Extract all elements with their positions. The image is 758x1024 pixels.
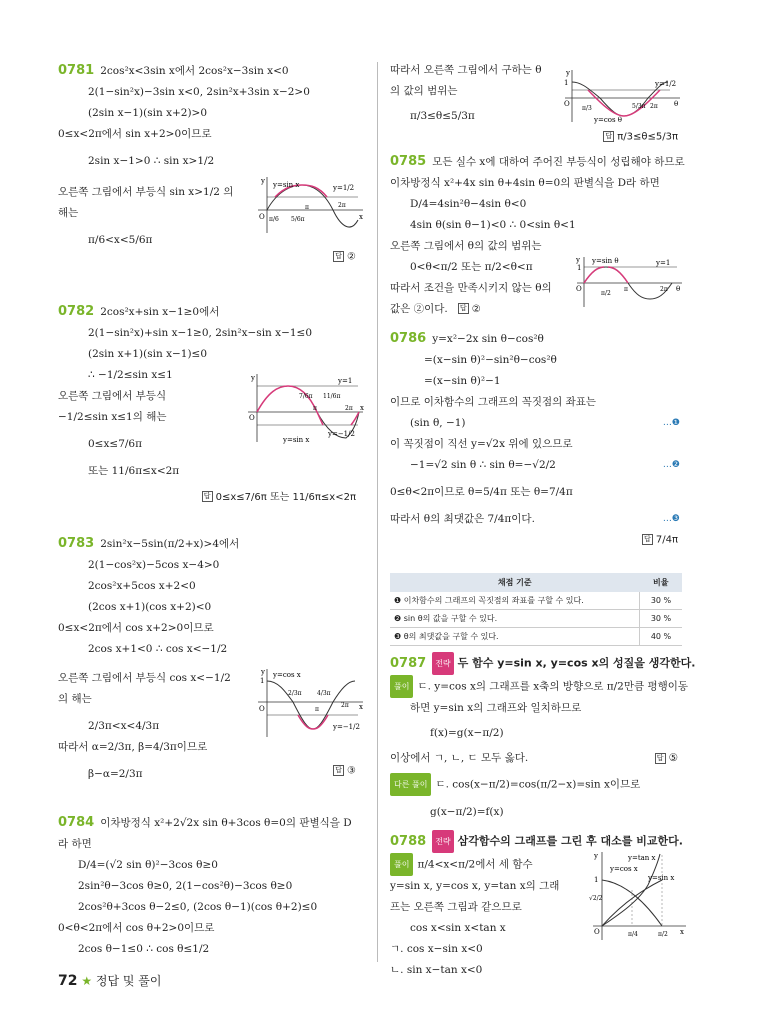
svg-text:O: O	[564, 100, 570, 108]
svg-text:y=1: y=1	[656, 259, 671, 267]
svg-text:y: y	[576, 256, 580, 264]
svg-text:4/3π: 4/3π	[317, 690, 331, 697]
svg-text:y: y	[566, 69, 570, 77]
svg-text:y=cos x: y=cos x	[610, 865, 638, 873]
svg-text:y: y	[261, 177, 265, 185]
problem-number: 0786	[390, 330, 427, 346]
problem-0786: 0786 y=x²−2x sin θ−cos²θ =(x−sin θ)²−sin²θ−cos²θ =(x−sin θ)²−1 이므로 이차함수의 그래프의 꼭짓점의 좌표는 (sin θ, −1) …❶ 이 꼭짓점이 직선 y=√2x 위에 있으므로 −1=√2 sin θ ∴ sin θ=−√2/2 …❷ 0≤θ<2π이므로 θ=5/4π 또는 θ=7/4π 따라서 θ의 최댓값은 7/4π이다. …❸ 답 7/4π	[390, 330, 680, 545]
table-row: ❸ θ의 최댓값을 구할 수 있다. 40 %	[390, 628, 682, 646]
svg-text:1: 1	[594, 876, 599, 884]
problem-0784: 0784 이차방정식 x²+2√2x sin θ+3cos θ=0의 판별식을 D 라 하면 D/4=(√2 sin θ)²−3cos θ≥0 2sin²θ−3cos θ≥0, 2(1−cos²θ)−3cos θ≥0 2cos²θ+3cos θ−2≤0, (2cos θ−1)(cos θ+2)≤0 0<θ<2π에서 cos θ+2>0이므로 2cos θ−1≤0 ∴ cos θ≤1/2	[58, 815, 352, 955]
svg-text:1: 1	[260, 677, 265, 685]
problem-0783: 0783 2sin²x−5sin(π/2+x)>4에서 2(1−cos²x)−5cos x−4>0 2cos²x+5cos x+2<0 (2cos x+1)(cos x+2)<0 0≤x<2π에서 cos x+2>0이므로 2cos x+1<0 ∴ cos x<−1/2 오른쪽 그림에서 부등식 cos x<−1/2 의 해는 2/3π<x<4/3π 따라서 α=2/3π, β=4/3π이므로 β−α=2/3π 답 ③	[58, 535, 356, 780]
answer: 답 7/4π	[390, 534, 678, 546]
svg-text:11/6π: 11/6π	[323, 393, 341, 400]
problem-0784-continued: 따라서 오른쪽 그림에서 구하는 θ 의 값의 범위는 π/3≤θ≤5/3π 답 π/3≤θ≤5/3π	[390, 64, 678, 143]
svg-text:y=sin θ: y=sin θ	[592, 257, 619, 265]
svg-text:π/6: π/6	[269, 216, 279, 223]
svg-text:π/2: π/2	[658, 931, 668, 938]
graph-0783	[253, 667, 368, 739]
svg-text:2π: 2π	[341, 702, 349, 709]
svg-text:x: x	[680, 928, 684, 936]
svg-text:π: π	[305, 204, 309, 211]
problem-0785: 0785 모든 실수 x에 대하여 주어진 부등식이 성립해야 하므로 이차방정식 x²+4x sin θ+4sin θ=0의 판별식을 D라 하면 D/4=4sin²θ−4sin θ<0 4sin θ(sin θ−1)<0 ∴ 0<sin θ<1 오른쪽 그림에서 θ의 값의 범위는 0<θ<π/2 또는 π/2<θ<π 따라서 조건을 만족시키지 않는 θ의 값은 ②이다. 답 ②	[390, 153, 685, 315]
graph-0785	[572, 255, 685, 309]
graph-0782	[243, 372, 368, 444]
svg-text:2π: 2π	[660, 286, 668, 293]
graph-0788	[588, 850, 688, 942]
page-number: 72	[58, 973, 78, 989]
svg-text:y: y	[251, 374, 255, 382]
svg-text:1: 1	[564, 79, 569, 87]
svg-text:2π: 2π	[650, 103, 658, 110]
svg-text:y: y	[261, 668, 265, 676]
footer-title: 정답 및 풀이	[95, 974, 162, 988]
answer: 답 π/3≤θ≤5/3π	[390, 131, 678, 143]
svg-text:O: O	[259, 213, 265, 221]
svg-text:O: O	[259, 705, 265, 713]
svg-text:5/6π: 5/6π	[291, 216, 305, 223]
graph-0781	[253, 175, 368, 235]
svg-text:π/4: π/4	[628, 931, 638, 938]
svg-text:x: x	[360, 404, 364, 412]
problem-number: 0785	[390, 153, 427, 169]
scoring-table: 채점 기준 비율 ❶ 이차함수의 그래프의 꼭짓점의 좌표를 구할 수 있다. 30 % ❷ sin θ의 값을 구할 수 있다. 30 % ❸ θ의 최댓값을 구할 수 있다. 40 %	[390, 573, 682, 646]
graph-0784	[560, 68, 685, 124]
svg-text:y=1: y=1	[338, 377, 353, 385]
table-row: ❷ sin θ의 값을 구할 수 있다. 30 %	[390, 610, 682, 628]
svg-text:y=sin x: y=sin x	[283, 436, 310, 444]
step-marker-3: …❸	[662, 513, 680, 524]
svg-text:θ: θ	[676, 285, 681, 293]
problem-0787: 0787 전략 두 함수 y=sin x, y=cos x의 성질을 생각한다. 풀이 ㄷ. y=cos x의 그래프를 x축의 방향으로 π/2만큼 평행이동 하면 y=sin x의 그래프와 일치하므로 f(x)=g(x−π/2) 이상에서 ㄱ, ㄴ, ㄷ 모두 옳다. 답 ⑤ 다른 풀이 ㄷ. cos(x−π/2)=cos(π/2−x)=sin x이므로 g(x−π/2)=f(x)	[390, 652, 690, 823]
svg-text:5/3π: 5/3π	[632, 103, 646, 110]
svg-text:y=sin x: y=sin x	[648, 874, 675, 882]
svg-text:1: 1	[577, 264, 582, 272]
svg-text:y=1/2: y=1/2	[333, 184, 355, 192]
page-footer	[58, 972, 162, 989]
star-icon: ★	[81, 974, 93, 988]
svg-text:y=−1/2: y=−1/2	[328, 430, 355, 438]
svg-text:7/6π: 7/6π	[299, 393, 313, 400]
svg-text:y=cos θ: y=cos θ	[594, 116, 622, 124]
svg-text:2/3π: 2/3π	[288, 690, 302, 697]
svg-text:y=−1/2: y=−1/2	[333, 723, 360, 731]
problem-0781: 0781 2cos²x<3sin x에서 2cos²x−3sin x<0 2(1−sin²x)−3sin x<0, 2sin²x+3sin x−2>0 (2sin x−1)(sin x+2)>0 0≤x<2π에서 sin x+2>0이므로 2sin x−1>0 ∴ sin x>1/2 오른쪽 그림에서 부등식 sin x>1/2 의 해는 π/6<x<5/6π 답 ②	[58, 63, 356, 263]
problem-number: 0782	[58, 303, 95, 319]
svg-text:O: O	[576, 285, 582, 293]
svg-text:y=cos x: y=cos x	[273, 671, 301, 679]
problem-0788: 0788 전략 삼각함수의 그래프를 그린 후 대소를 비교한다. 풀이 π/4<x<π/2에서 세 함수 y=sin x, y=cos x, y=tan x의 그래 프는 오른쪽 그림과 같으므로 cos x<sin x<tan x ㄱ. cos x−sin x<0 ㄴ. sin x−tan x<0	[390, 830, 690, 981]
problem-number: 0781	[58, 63, 95, 78]
svg-text:y=1/2: y=1/2	[655, 80, 677, 88]
answer: 답 0≤x≤7/6π 또는 11/6π≤x<2π	[58, 488, 356, 503]
svg-text:π: π	[624, 286, 628, 293]
step-marker-2: …❷	[662, 459, 680, 470]
svg-text:θ: θ	[674, 100, 679, 108]
svg-text:π/3: π/3	[582, 105, 592, 112]
svg-text:√2/2: √2/2	[589, 895, 603, 902]
svg-text:π/2: π/2	[601, 290, 611, 297]
svg-text:y=sin x: y=sin x	[273, 181, 300, 189]
svg-text:y: y	[594, 852, 598, 860]
table-row: ❶ 이차함수의 그래프의 꼭짓점의 좌표를 구할 수 있다. 30 %	[390, 592, 682, 610]
problem-0782: 0782 2cos²x+sin x−1≥0에서 2(1−sin²x)+sin x−1≥0, 2sin²x−sin x−1≤0 (2sin x+1)(sin x−1)≤0 ∴ −1/2≤sin x≤1 오른쪽 그림에서 부등식 −1/2≤sin x≤1의 해는 0≤x≤7/6π 또는 11/6π≤x<2π 답 0≤x≤7/6π 또는 11/6π≤x<2π	[58, 303, 356, 503]
answer: 답 ③	[58, 765, 356, 777]
svg-text:2π: 2π	[345, 405, 353, 412]
answer: 답 ②	[58, 251, 356, 263]
svg-text:x: x	[359, 213, 363, 221]
problem-number: 0784	[58, 815, 95, 830]
column-divider	[377, 62, 378, 962]
svg-text:2π: 2π	[338, 202, 346, 209]
svg-text:x: x	[359, 703, 363, 711]
step-marker-1: …❶	[662, 417, 680, 428]
svg-text:π: π	[315, 706, 319, 713]
svg-text:O: O	[249, 414, 255, 422]
svg-text:O: O	[594, 928, 600, 936]
svg-text:π: π	[313, 405, 317, 412]
problem-number: 0783	[58, 535, 95, 551]
svg-text:y=tan x: y=tan x	[628, 854, 656, 862]
